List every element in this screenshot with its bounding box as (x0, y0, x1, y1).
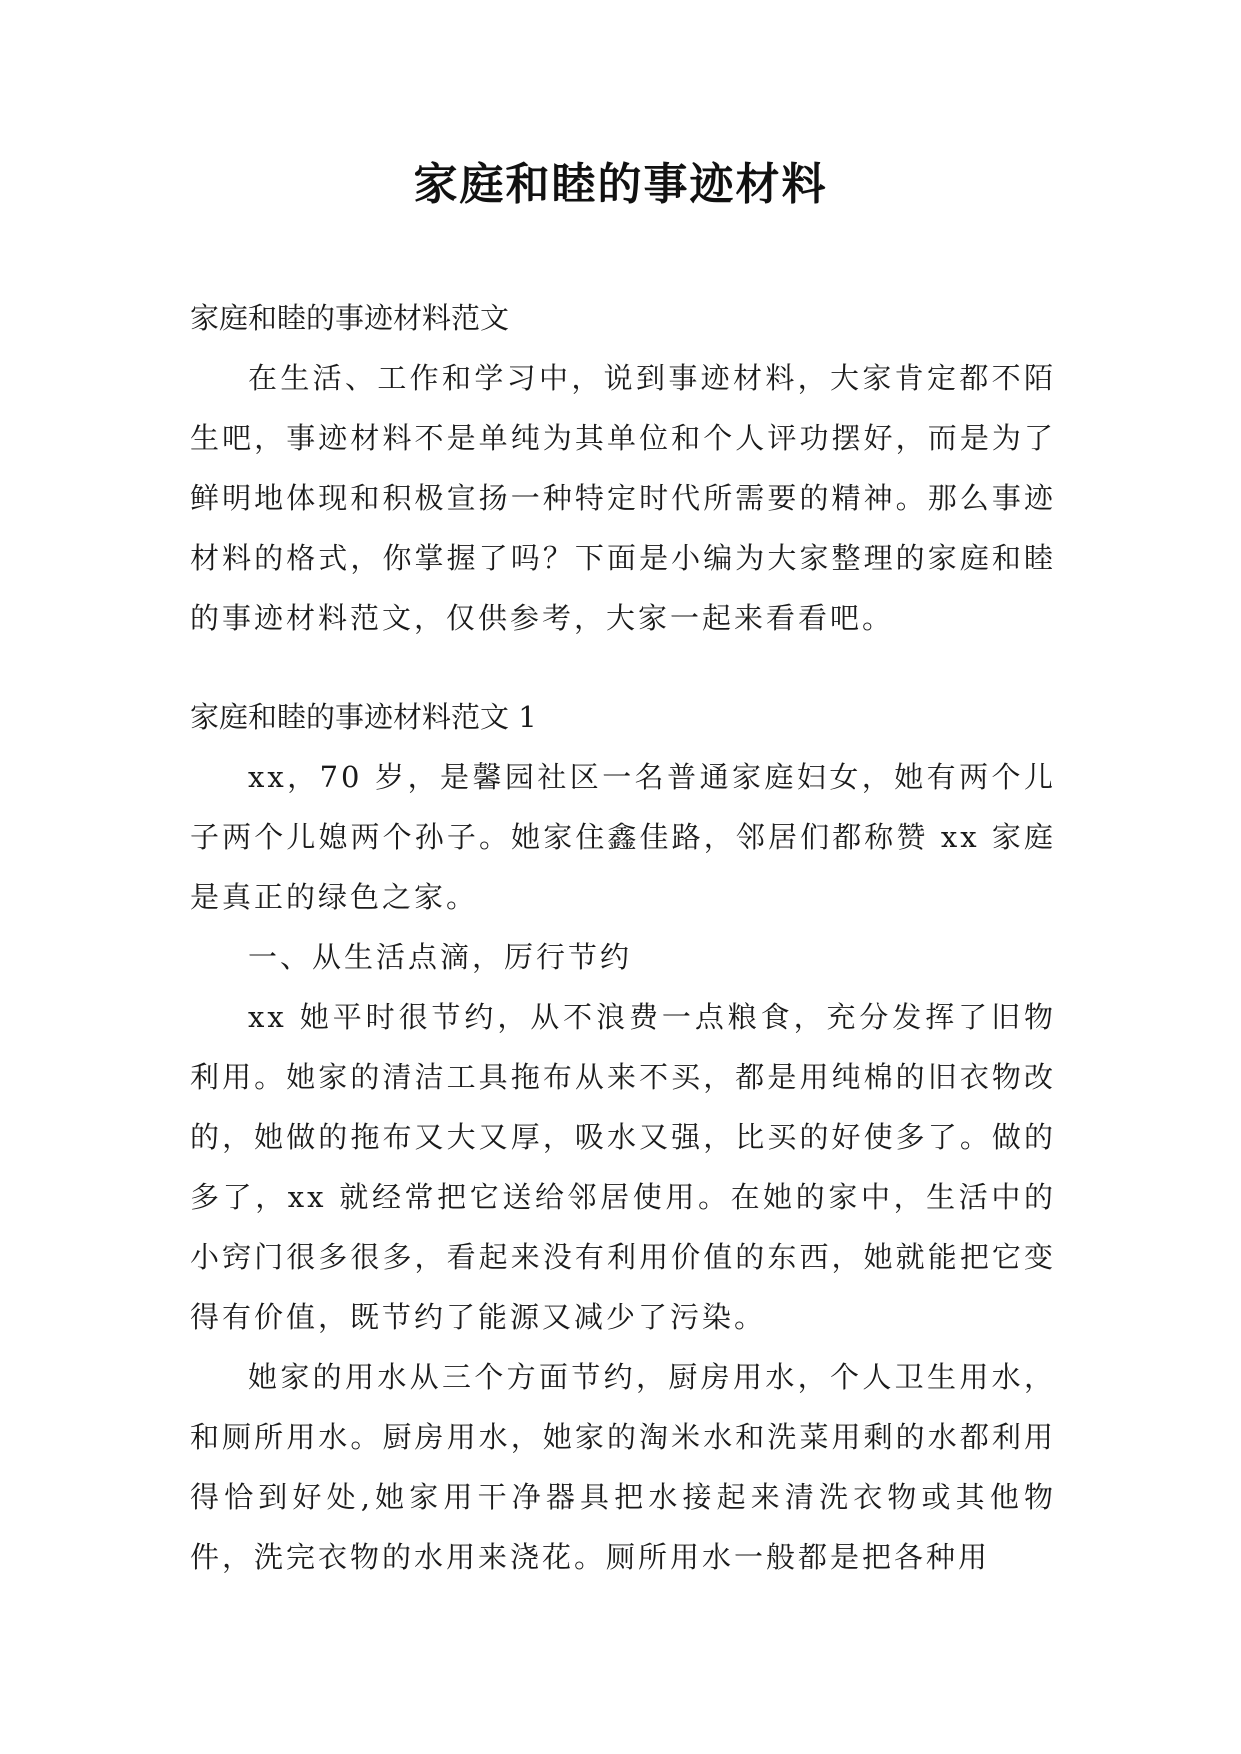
document-title: 家庭和睦的事迹材料 (413, 159, 828, 210)
section1-paragraph-2: xx 她平时很节约，从不浪费一点粮食，充分发挥了旧物利用。她家的清洁工具拖布从来不买，都是用纯棉的旧衣物改的，她做的拖布又大又厚，吸水又强，比买的好使多了。做的多了，xx 就经常把它送给邻居使用。在她的家中，生活中的小窍门很多很多，看起来没有利用价值的东西，她就能把它变得有价值，既节约了能源又减少了污染。 (190, 1000, 1056, 1334)
section1-paragraph-1: xx，70 岁，是馨园社区一名普通家庭妇女，她有两个儿子两个儿媳两个孙子。她家住鑫佳路，邻居们都称赞 xx 家庭是真正的绿色之家。 (190, 760, 1056, 914)
section1-subheading: 一、从生活点滴，厉行节约 (248, 940, 633, 974)
document-body (190, 288, 1056, 1587)
section1-heading: 家庭和睦的事迹材料范文 1 (190, 700, 537, 734)
intro-heading: 家庭和睦的事迹材料范文 (190, 301, 510, 335)
section1-paragraph-3: 她家的用水从三个方面节约，厨房用水，个人卫生用水，和厕所用水。厨房用水，她家的淘米水和洗菜用剩的水都利用得恰到好处,她家用干净器具把水接起来清洗衣物或其他物件，洗完衣物的水用来浇花。厕所用水一般都是把各种用 (190, 1360, 1056, 1574)
section-spacer (190, 648, 1056, 687)
intro-paragraph: 在生活、工作和学习中，说到事迹材料，大家肯定都不陌生吧，事迹材料不是单纯为其单位和个人评功摆好，而是为了鲜明地体现和积极宣扬一种特定时代所需要的精神。那么事迹材料的格式，你掌握了吗？下面是小编为大家整理的家庭和睦的事迹材料范文，仅供参考，大家一起来看看吧。 (190, 361, 1056, 635)
